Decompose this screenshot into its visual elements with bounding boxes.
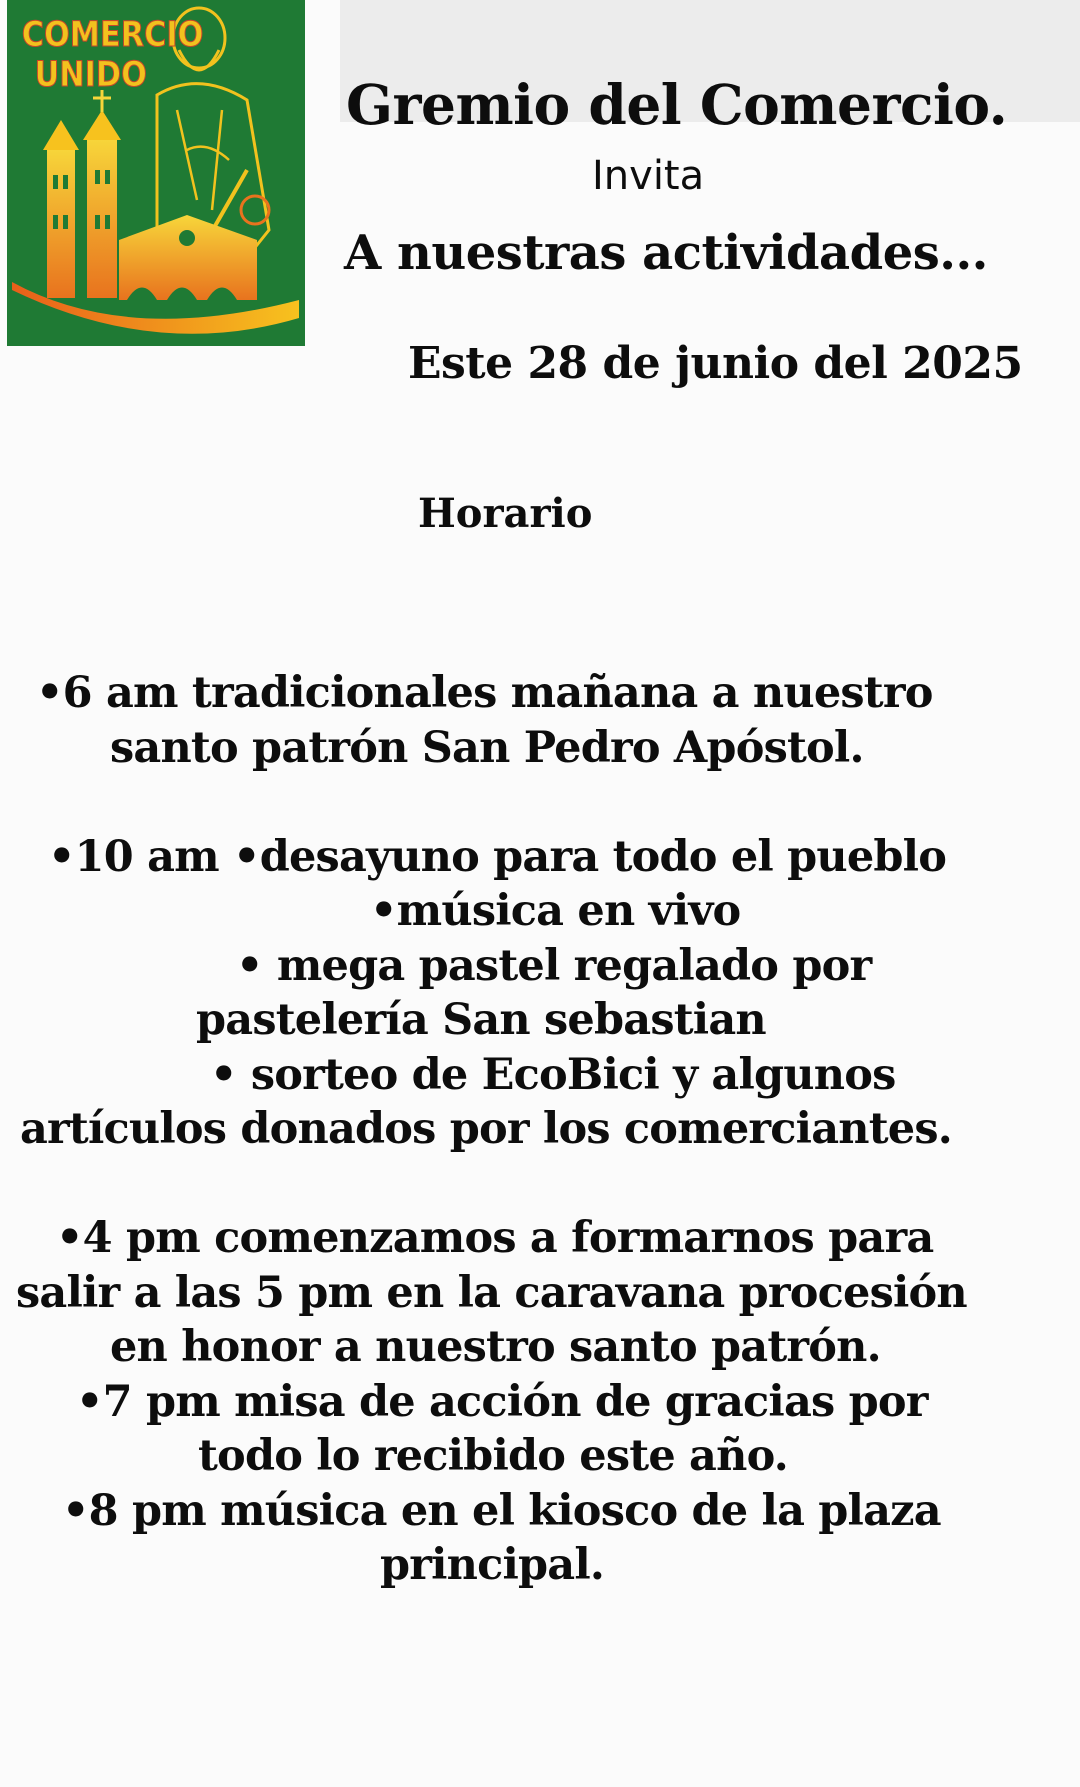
schedule-line: • sorteo de EcoBici y algunos <box>210 1049 896 1100</box>
schedule-gap <box>0 775 1000 830</box>
schedule-line: •4 pm comenzamos a formarnos para <box>56 1213 934 1263</box>
schedule-line: • mega pastel regalado por <box>236 940 872 991</box>
schedule-line: •8 pm música en el kiosco de la plaza <box>62 1485 941 1536</box>
schedule-line: salir a las 5 pm en la caravana procesión <box>16 1267 967 1318</box>
schedule-line: en honor a nuestro santo patrón. <box>110 1322 881 1372</box>
schedule-line: pastelería San sebastian <box>196 995 766 1045</box>
comercio-unido-logo <box>7 0 305 346</box>
page-title: Gremio del Comercio. <box>346 72 1008 137</box>
invite-label: Invita <box>592 153 705 199</box>
schedule-line: •6 am tradicionales mañana a nuestro <box>36 668 933 718</box>
schedule-line: •10 am •desayuno para todo el pueblo <box>48 831 947 882</box>
schedule-line: todo lo recibido este año. <box>198 1431 788 1481</box>
schedule-line: artículos donados por los comerciantes. <box>20 1104 952 1154</box>
schedule-gap <box>0 1157 1000 1212</box>
schedule-line: •7 pm misa de acción de gracias por <box>76 1376 928 1427</box>
schedule-list <box>0 666 1000 1593</box>
schedule-line: •música en vivo <box>370 886 741 936</box>
schedule-line: principal. <box>380 1540 605 1590</box>
schedule-heading: Horario <box>418 490 593 537</box>
subtitle: A nuestras actividades... <box>344 225 988 281</box>
schedule-line: santo patrón San Pedro Apóstol. <box>110 722 864 773</box>
event-date: Este 28 de junio del 2025 <box>408 338 1023 389</box>
svg-text:COMERCIO: COMERCIO <box>21 14 204 55</box>
svg-text:UNIDO: UNIDO <box>34 54 147 95</box>
